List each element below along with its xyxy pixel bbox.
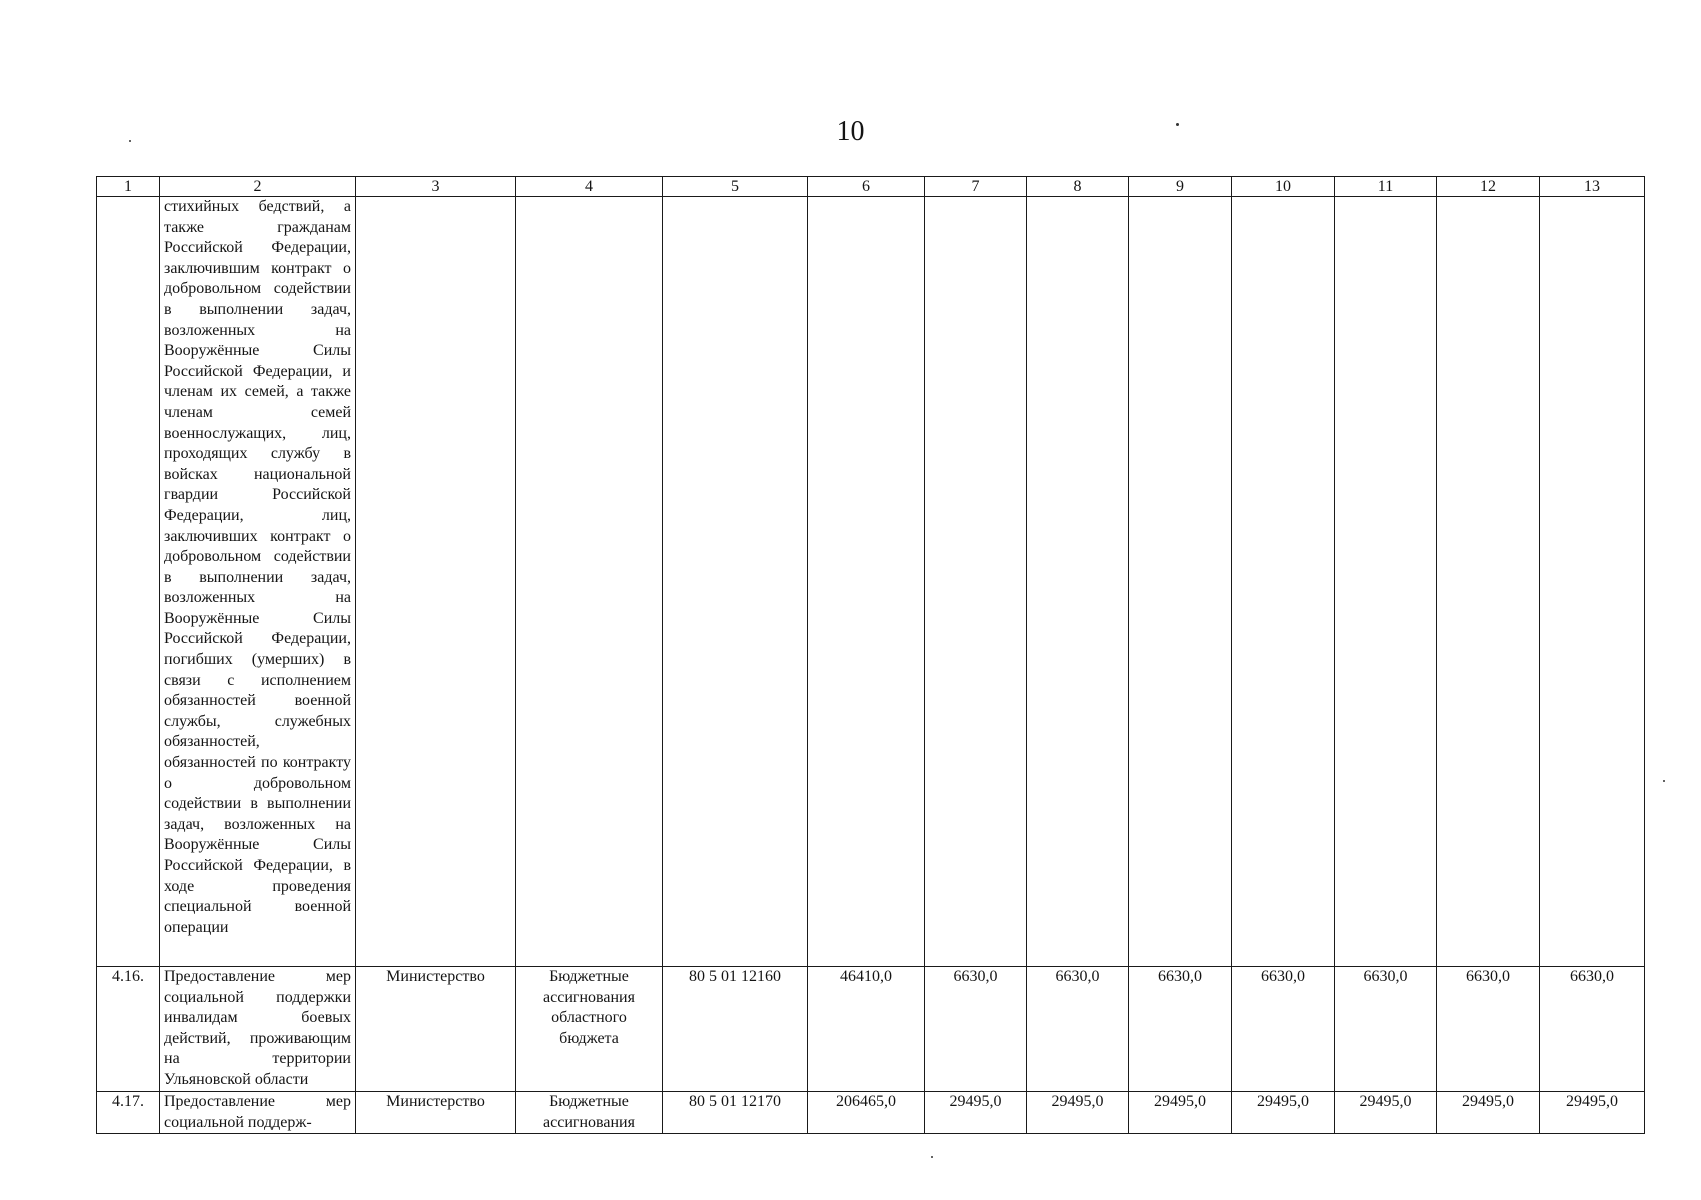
row-budget-code: 80 5 01 12170 bbox=[663, 1092, 808, 1134]
table-cell bbox=[808, 197, 925, 967]
row-index: 4.16. bbox=[97, 967, 160, 1092]
table-cell bbox=[356, 197, 516, 967]
table-cell bbox=[516, 197, 663, 967]
scan-speck bbox=[931, 1156, 933, 1158]
row-value: 6630,0 bbox=[1129, 967, 1232, 1092]
column-header: 5 bbox=[663, 177, 808, 197]
row-value: 29495,0 bbox=[1129, 1092, 1232, 1134]
row-executor: Министерство bbox=[356, 1092, 516, 1134]
table-cell bbox=[925, 197, 1027, 967]
column-header: 10 bbox=[1232, 177, 1335, 197]
row-value: 29495,0 bbox=[1437, 1092, 1540, 1134]
table-row bbox=[97, 967, 1645, 1092]
row-value-total: 46410,0 bbox=[808, 967, 925, 1092]
table-cell bbox=[1437, 197, 1540, 967]
table-cell bbox=[1129, 197, 1232, 967]
table-header-row bbox=[97, 177, 1645, 197]
page-number: 10 bbox=[836, 116, 865, 147]
column-header: 2 bbox=[160, 177, 356, 197]
column-header: 4 bbox=[516, 177, 663, 197]
continuation-text: стихийных бедствий, а также гражданам Российской Федерации, заключившим контракт о добровольном содействии в выполнении задач, возложенных на Вооружённые Силы Российской Федерации, и членам их семей, а также членам семей военнослужащих, лиц, проходящих службу в войсках национальной гвардии Российской Федерации, лиц, заключивших контракт о добровольном содействии в выполнении задач, возложенных на Вооружённые Силы Российской Федерации, погибших (умерших) в связи с исполнением обязанностей военной службы, служебных обязанностей, обязанностей по контракту о добровольном содействии в выполнении задач, возложенных на Вооружённые Силы Российской Федерации, в ходе проведения специальной военной операции bbox=[160, 197, 356, 967]
column-header: 7 bbox=[925, 177, 1027, 197]
row-value: 29495,0 bbox=[1540, 1092, 1645, 1134]
row-value-total: 206465,0 bbox=[808, 1092, 925, 1134]
column-header: 3 bbox=[356, 177, 516, 197]
table-cell bbox=[1232, 197, 1335, 967]
column-header: 11 bbox=[1335, 177, 1437, 197]
scan-speck bbox=[1176, 123, 1179, 126]
column-header: 9 bbox=[1129, 177, 1232, 197]
table-row-continuation bbox=[97, 197, 1645, 967]
row-description: Предоставление мер социальной поддержки инвалидам боевых действий, проживающим на территории Ульяновской области bbox=[160, 967, 356, 1092]
row-index: 4.17. bbox=[97, 1092, 160, 1134]
table-cell bbox=[97, 197, 160, 967]
row-value: 6630,0 bbox=[1232, 967, 1335, 1092]
scan-speck bbox=[1663, 780, 1665, 782]
column-header: 1 bbox=[97, 177, 160, 197]
row-value: 6630,0 bbox=[1437, 967, 1540, 1092]
row-description: Предоставление мер социальной поддерж- bbox=[160, 1092, 356, 1134]
column-header: 8 bbox=[1027, 177, 1129, 197]
row-value: 6630,0 bbox=[1027, 967, 1129, 1092]
row-value: 6630,0 bbox=[1540, 967, 1645, 1092]
budget-table bbox=[96, 176, 1645, 1134]
row-value: 6630,0 bbox=[1335, 967, 1437, 1092]
column-header: 13 bbox=[1540, 177, 1645, 197]
row-executor: Министерство bbox=[356, 967, 516, 1092]
row-budget-code: 80 5 01 12160 bbox=[663, 967, 808, 1092]
scan-speck bbox=[129, 140, 131, 142]
row-value: 29495,0 bbox=[925, 1092, 1027, 1134]
table-cell bbox=[1335, 197, 1437, 967]
row-value: 29495,0 bbox=[1027, 1092, 1129, 1134]
table-cell bbox=[663, 197, 808, 967]
table-row bbox=[97, 1092, 1645, 1134]
table-cell bbox=[1540, 197, 1645, 967]
row-funding-source: Бюджетные ассигнования областного бюджета bbox=[516, 967, 663, 1092]
column-header: 6 bbox=[808, 177, 925, 197]
row-value: 29495,0 bbox=[1335, 1092, 1437, 1134]
row-value: 6630,0 bbox=[925, 967, 1027, 1092]
table-cell bbox=[1027, 197, 1129, 967]
row-funding-source: Бюджетные ассигнования bbox=[516, 1092, 663, 1134]
row-value: 29495,0 bbox=[1232, 1092, 1335, 1134]
column-header: 12 bbox=[1437, 177, 1540, 197]
